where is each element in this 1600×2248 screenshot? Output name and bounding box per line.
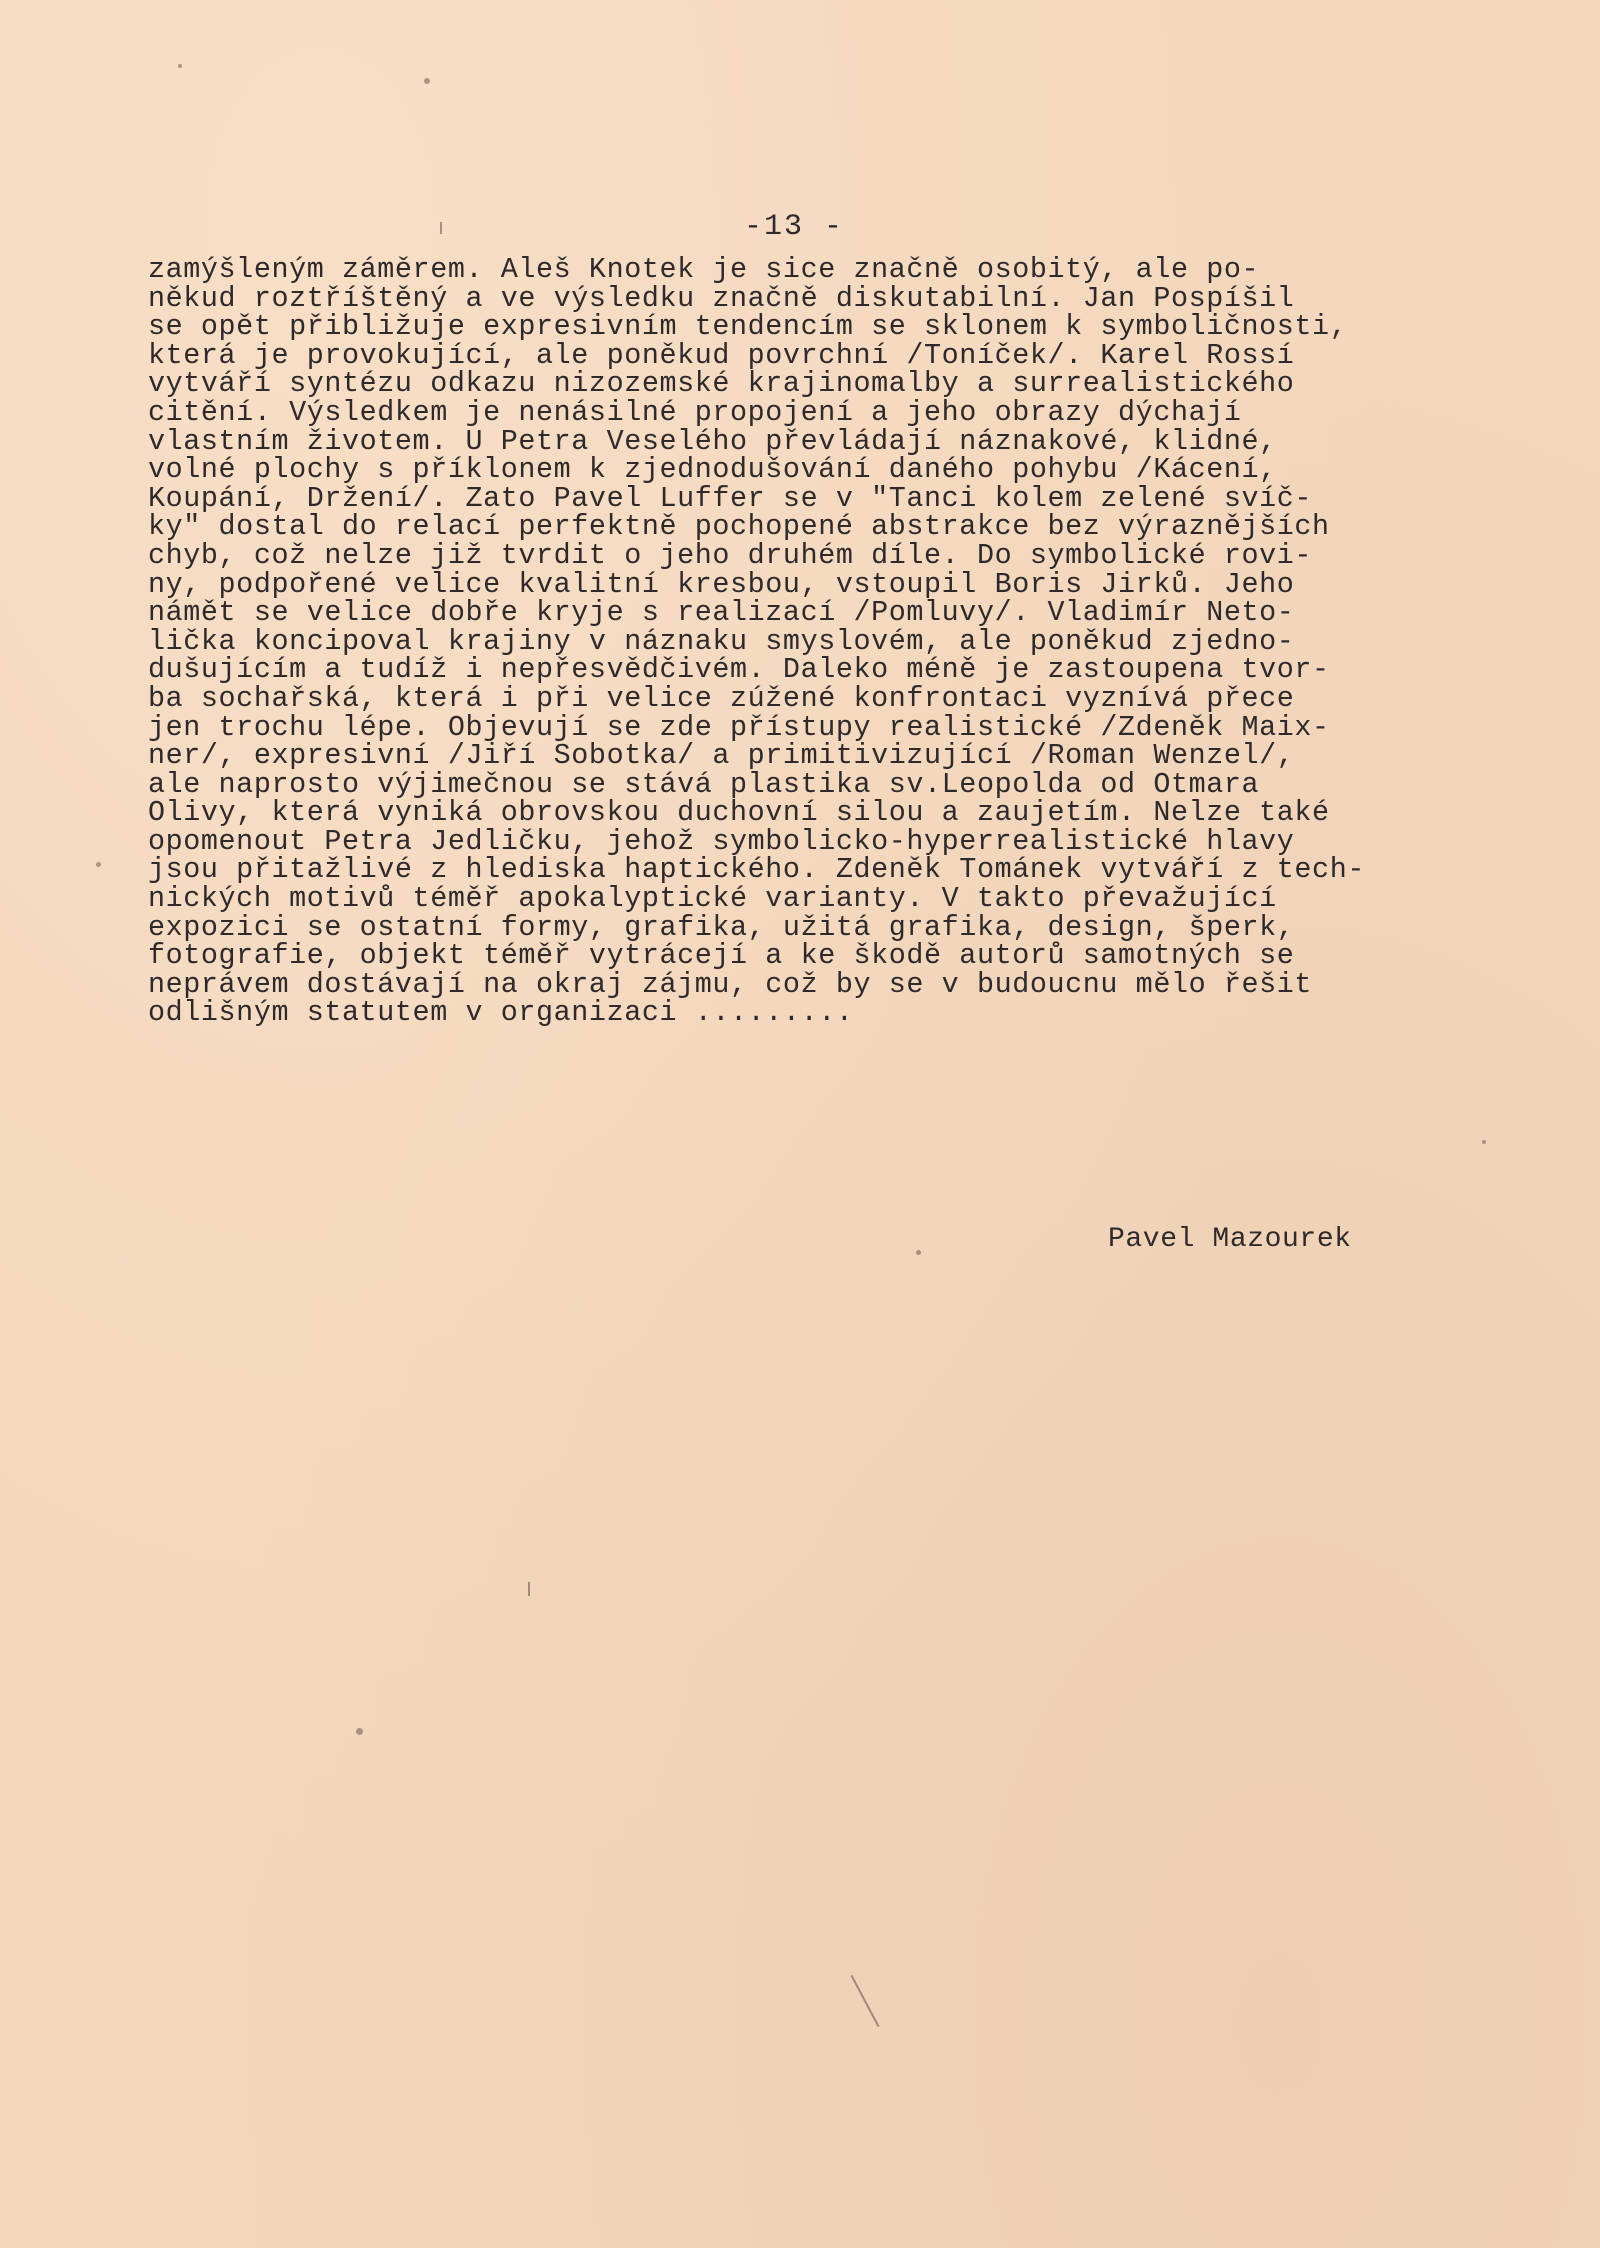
text-line: jen trochu lépe. Objevují se zde přístupy realistické /Zdeněk Maix- (148, 710, 1330, 744)
text-line: opomenout Petra Jedličku, jehož symbolicko-hyperrealistické hlavy (148, 824, 1295, 858)
text-line: ny, podpořené velice kvalitní kresbou, vstoupil Boris Jirků. Jeho (148, 567, 1295, 601)
text-line: zamýšleným záměrem. Aleš Knotek je sice značně osobitý, ale po- (148, 253, 1260, 286)
paper-speck (424, 78, 430, 84)
author-signature: Pavel Mazourek (1108, 1224, 1352, 1255)
text-line: Olivy, která vyniká obrovskou duchovní silou a zaujetím. Nelze také (148, 796, 1330, 830)
text-line: se opět přibližuje expresivním tendencím se sklonem k symboličnosti, (148, 310, 1348, 344)
text-line: vytváří syntézu odkazu nizozemské krajinomalby a surrealistického (148, 367, 1295, 401)
text-line: dušujícím a tudíž i nepřesvědčivém. Daleko méně je zastoupena tvor- (148, 653, 1330, 687)
text-line: ba sochařská, která i při velice zúžené konfrontaci vyznívá přece (148, 681, 1295, 715)
text-line: jsou přitažlivé z hlediska haptického. Zdeněk Tománek vytváří z tech- (148, 853, 1365, 887)
text-line: lička koncipoval krajiny v náznaku smyslovém, ale poněkud zjedno- (148, 624, 1295, 658)
text-line: chyb, což nelze již tvrdit o jeho druhém díle. Do symbolické rovi- (148, 538, 1313, 572)
paper-speck (1482, 1140, 1486, 1144)
text-line: námět se velice dobře kryje s realizací /Pomluvy/. Vladimír Neto- (148, 596, 1295, 630)
text-line: ner/, expresivní /Jiří Sobotka/ a primitivizující /Roman Wenzel/, (148, 739, 1295, 773)
text-line: která je provokující, ale poněkud povrchní /Toníček/. Karel Rossí (148, 338, 1295, 372)
text-line: vlastním životem. U Petra Veselého převládají náznakové, klidné, (148, 424, 1277, 458)
paper-scratch (528, 1582, 530, 1596)
paper-speck (96, 862, 101, 867)
text-line: volné plochy s příklonem k zjednodušování daného pohybu /Kácení, (148, 453, 1277, 487)
paper-scratch (440, 222, 442, 234)
text-line: odlišným statutem v organizaci ......... (148, 996, 854, 1030)
text-line: ky" dostal do relací perfektně pochopené abstrakce bez výraznějších (148, 510, 1330, 544)
text-line: expozici se ostatní formy, grafika, užitá grafika, design, šperk, (148, 910, 1295, 944)
text-line: citění. Výsledkem je nenásilné propojení a jeho obrazy dýchají (148, 395, 1242, 429)
text-line: někud roztříštěný a ve výsledku značně diskutabilní. Jan Pospíšil (148, 281, 1295, 315)
text-line: fotografie, objekt téměř vytrácejí a ke škodě autorů samotných se (148, 939, 1295, 973)
text-line: ale naprosto výjimečnou se stává plastika sv.Leopolda od Otmara (148, 767, 1260, 801)
paper-speck (356, 1728, 363, 1735)
body-text (148, 253, 1548, 1030)
text-line: neprávem dostávají na okraj zájmu, což by se v budoucnu mělo řešit (148, 967, 1313, 1001)
text-line: nických motivů téměř apokalyptické varianty. V takto převažující (148, 882, 1277, 916)
text-line: Koupání, Držení/. Zato Pavel Luffer se v "Tanci kolem zelené svíč- (148, 481, 1313, 515)
paper-speck (178, 64, 182, 68)
paper-speck (916, 1250, 921, 1255)
page-number: -13 - (744, 210, 845, 244)
